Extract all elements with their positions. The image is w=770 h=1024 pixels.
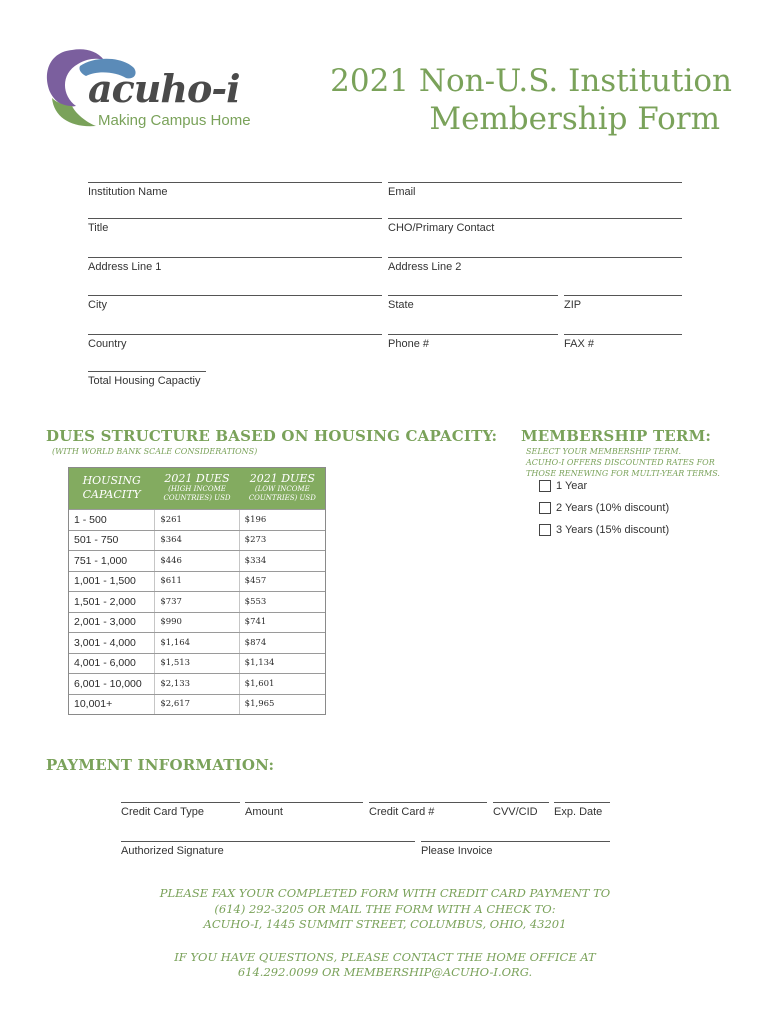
table-row — [69, 632, 325, 653]
term-option-label: 3 Years (15% discount) — [556, 524, 670, 536]
term-option-label: 2 Years (10% discount) — [556, 502, 670, 514]
row-high-dues: $446 — [154, 551, 239, 571]
table-row — [69, 530, 325, 551]
table-row — [69, 550, 325, 571]
please-invoice-field[interactable]: Please Invoice — [421, 841, 610, 857]
row-capacity: 4,001 - 6,000 — [74, 657, 136, 670]
header-high-income-sub: (HIGH INCOME COUNTRIES) USD — [163, 485, 231, 502]
address-line-2-field[interactable]: Address Line 2 — [388, 257, 682, 273]
header-high-income-title: 2021 DUES — [164, 472, 230, 485]
row-low-dues: $457 — [244, 576, 267, 587]
table-row — [69, 591, 325, 612]
email-field[interactable]: Email — [388, 182, 682, 198]
dues-note: (WITH WORLD BANK SCALE CONSIDERATIONS) — [52, 447, 258, 456]
row-high-dues: $261 — [154, 510, 239, 530]
row-high-dues: $2,617 — [154, 695, 239, 715]
row-capacity: 3,001 - 4,000 — [74, 636, 136, 649]
term-note-line-2: ACUHO-I OFFERS DISCOUNTED RATES FOR — [526, 458, 715, 467]
logo-tagline: Making Campus Home — [98, 112, 251, 129]
footer-line-4: IF YOU HAVE QUESTIONS, PLEASE CONTACT THE HOME OFFICE AT — [174, 949, 596, 964]
term-note-line-1: SELECT YOUR MEMBERSHIP TERM. — [526, 447, 682, 456]
row-capacity: 6,001 - 10,000 — [74, 677, 142, 690]
footer-line-3: ACUHO-I, 1445 SUMMIT STREET, COLUMBUS, OHIO, 43201 — [203, 917, 567, 931]
checkbox[interactable] — [539, 480, 551, 492]
row-low-dues: $741 — [244, 617, 267, 628]
row-low-dues: $553 — [244, 596, 267, 607]
page-title — [312, 62, 732, 138]
header-low-income-title: 2021 DUES — [249, 472, 315, 485]
membership-term-heading: MEMBERSHIP TERM: — [521, 427, 712, 445]
amount-field[interactable]: Amount — [245, 802, 363, 818]
row-capacity: 1,001 - 1,500 — [74, 575, 136, 588]
row-high-dues: $990 — [154, 613, 239, 633]
logo-wordmark: acuho-i — [88, 66, 240, 111]
row-low-dues: $1,601 — [244, 678, 275, 689]
city-field[interactable]: City — [88, 295, 382, 311]
title-line-2: Membership Form — [429, 101, 720, 137]
footer-line-5: 614.292.0099 OR MEMBERSHIP@ACUHO-I.ORG. — [237, 965, 533, 979]
dues-heading: DUES STRUCTURE BASED ON HOUSING CAPACITY: — [46, 427, 498, 445]
cho-contact-field[interactable]: CHO/Primary Contact — [388, 218, 682, 234]
credit-card-number-field[interactable]: Credit Card # — [369, 802, 487, 818]
address-line-1-field[interactable]: Address Line 1 — [88, 257, 382, 273]
term-option-3-years[interactable] — [539, 524, 669, 536]
title-field[interactable]: Title — [88, 218, 382, 234]
credit-card-type-field[interactable]: Credit Card Type — [121, 802, 240, 818]
row-high-dues: $611 — [154, 572, 239, 592]
header-low-income — [240, 468, 325, 509]
row-low-dues: $1,965 — [244, 699, 275, 710]
table-row — [69, 509, 325, 530]
row-capacity: 501 - 750 — [74, 534, 119, 547]
row-high-dues: $364 — [154, 531, 239, 551]
institution-name-field[interactable]: Institution Name — [88, 182, 382, 198]
checkbox[interactable] — [539, 524, 551, 536]
row-high-dues: $737 — [154, 592, 239, 612]
table-row — [69, 694, 325, 715]
exp-date-field[interactable]: Exp. Date — [554, 802, 610, 818]
membership-term-note — [526, 446, 720, 479]
row-capacity: 2,001 - 3,000 — [74, 616, 136, 629]
row-low-dues: $196 — [244, 514, 267, 525]
footer-instructions — [0, 886, 770, 981]
zip-field[interactable]: ZIP — [564, 295, 682, 311]
row-capacity: 751 - 1,000 — [74, 554, 128, 567]
term-option-label: 1 Year — [556, 480, 588, 492]
housing-capacity-field[interactable]: Total Housing Capactiy — [88, 371, 206, 387]
table-row — [69, 653, 325, 674]
row-high-dues: $1,164 — [154, 633, 239, 653]
cvv-field[interactable]: CVV/CID — [493, 802, 549, 818]
checkbox[interactable] — [539, 502, 551, 514]
acuho-i-logo — [42, 44, 252, 134]
term-option-1-year[interactable] — [539, 480, 587, 492]
state-field[interactable]: State — [388, 295, 558, 311]
dues-table — [68, 467, 326, 715]
table-row — [69, 673, 325, 694]
footer-line-2: (614) 292-3205 OR MAIL THE FORM WITH A CHECK TO: — [214, 901, 556, 916]
row-capacity: 1,501 - 2,000 — [74, 595, 136, 608]
row-low-dues: $273 — [244, 535, 267, 546]
row-low-dues: $874 — [244, 637, 267, 648]
phone-field[interactable]: Phone # — [388, 334, 558, 350]
footer-line-1: PLEASE FAX YOUR COMPLETED FORM WITH CREDIT CARD PAYMENT TO — [159, 886, 611, 900]
row-capacity: 10,001+ — [74, 698, 113, 711]
row-low-dues: $334 — [244, 555, 267, 566]
payment-heading: PAYMENT INFORMATION: — [46, 756, 275, 774]
row-capacity: 1 - 500 — [74, 513, 107, 526]
country-field[interactable]: Country — [88, 334, 382, 350]
authorized-signature-field[interactable]: Authorized Signature — [121, 841, 415, 857]
row-low-dues: $1,134 — [244, 658, 275, 669]
row-high-dues: $2,133 — [154, 674, 239, 694]
header-low-income-sub: (LOW INCOME COUNTRIES) USD — [248, 485, 316, 502]
term-option-2-years[interactable] — [539, 502, 669, 514]
term-note-line-3: THOSE RENEWING FOR MULTI-YEAR TERMS. — [526, 469, 720, 478]
table-row — [69, 612, 325, 633]
table-row — [69, 571, 325, 592]
header-high-income — [154, 468, 239, 509]
header-housing-capacity: HOUSING CAPACITY — [82, 474, 141, 501]
fax-field[interactable]: FAX # — [564, 334, 682, 350]
title-line-1: 2021 Non-U.S. Institution — [330, 63, 732, 99]
row-high-dues: $1,513 — [154, 654, 239, 674]
dues-table-header — [69, 468, 325, 509]
